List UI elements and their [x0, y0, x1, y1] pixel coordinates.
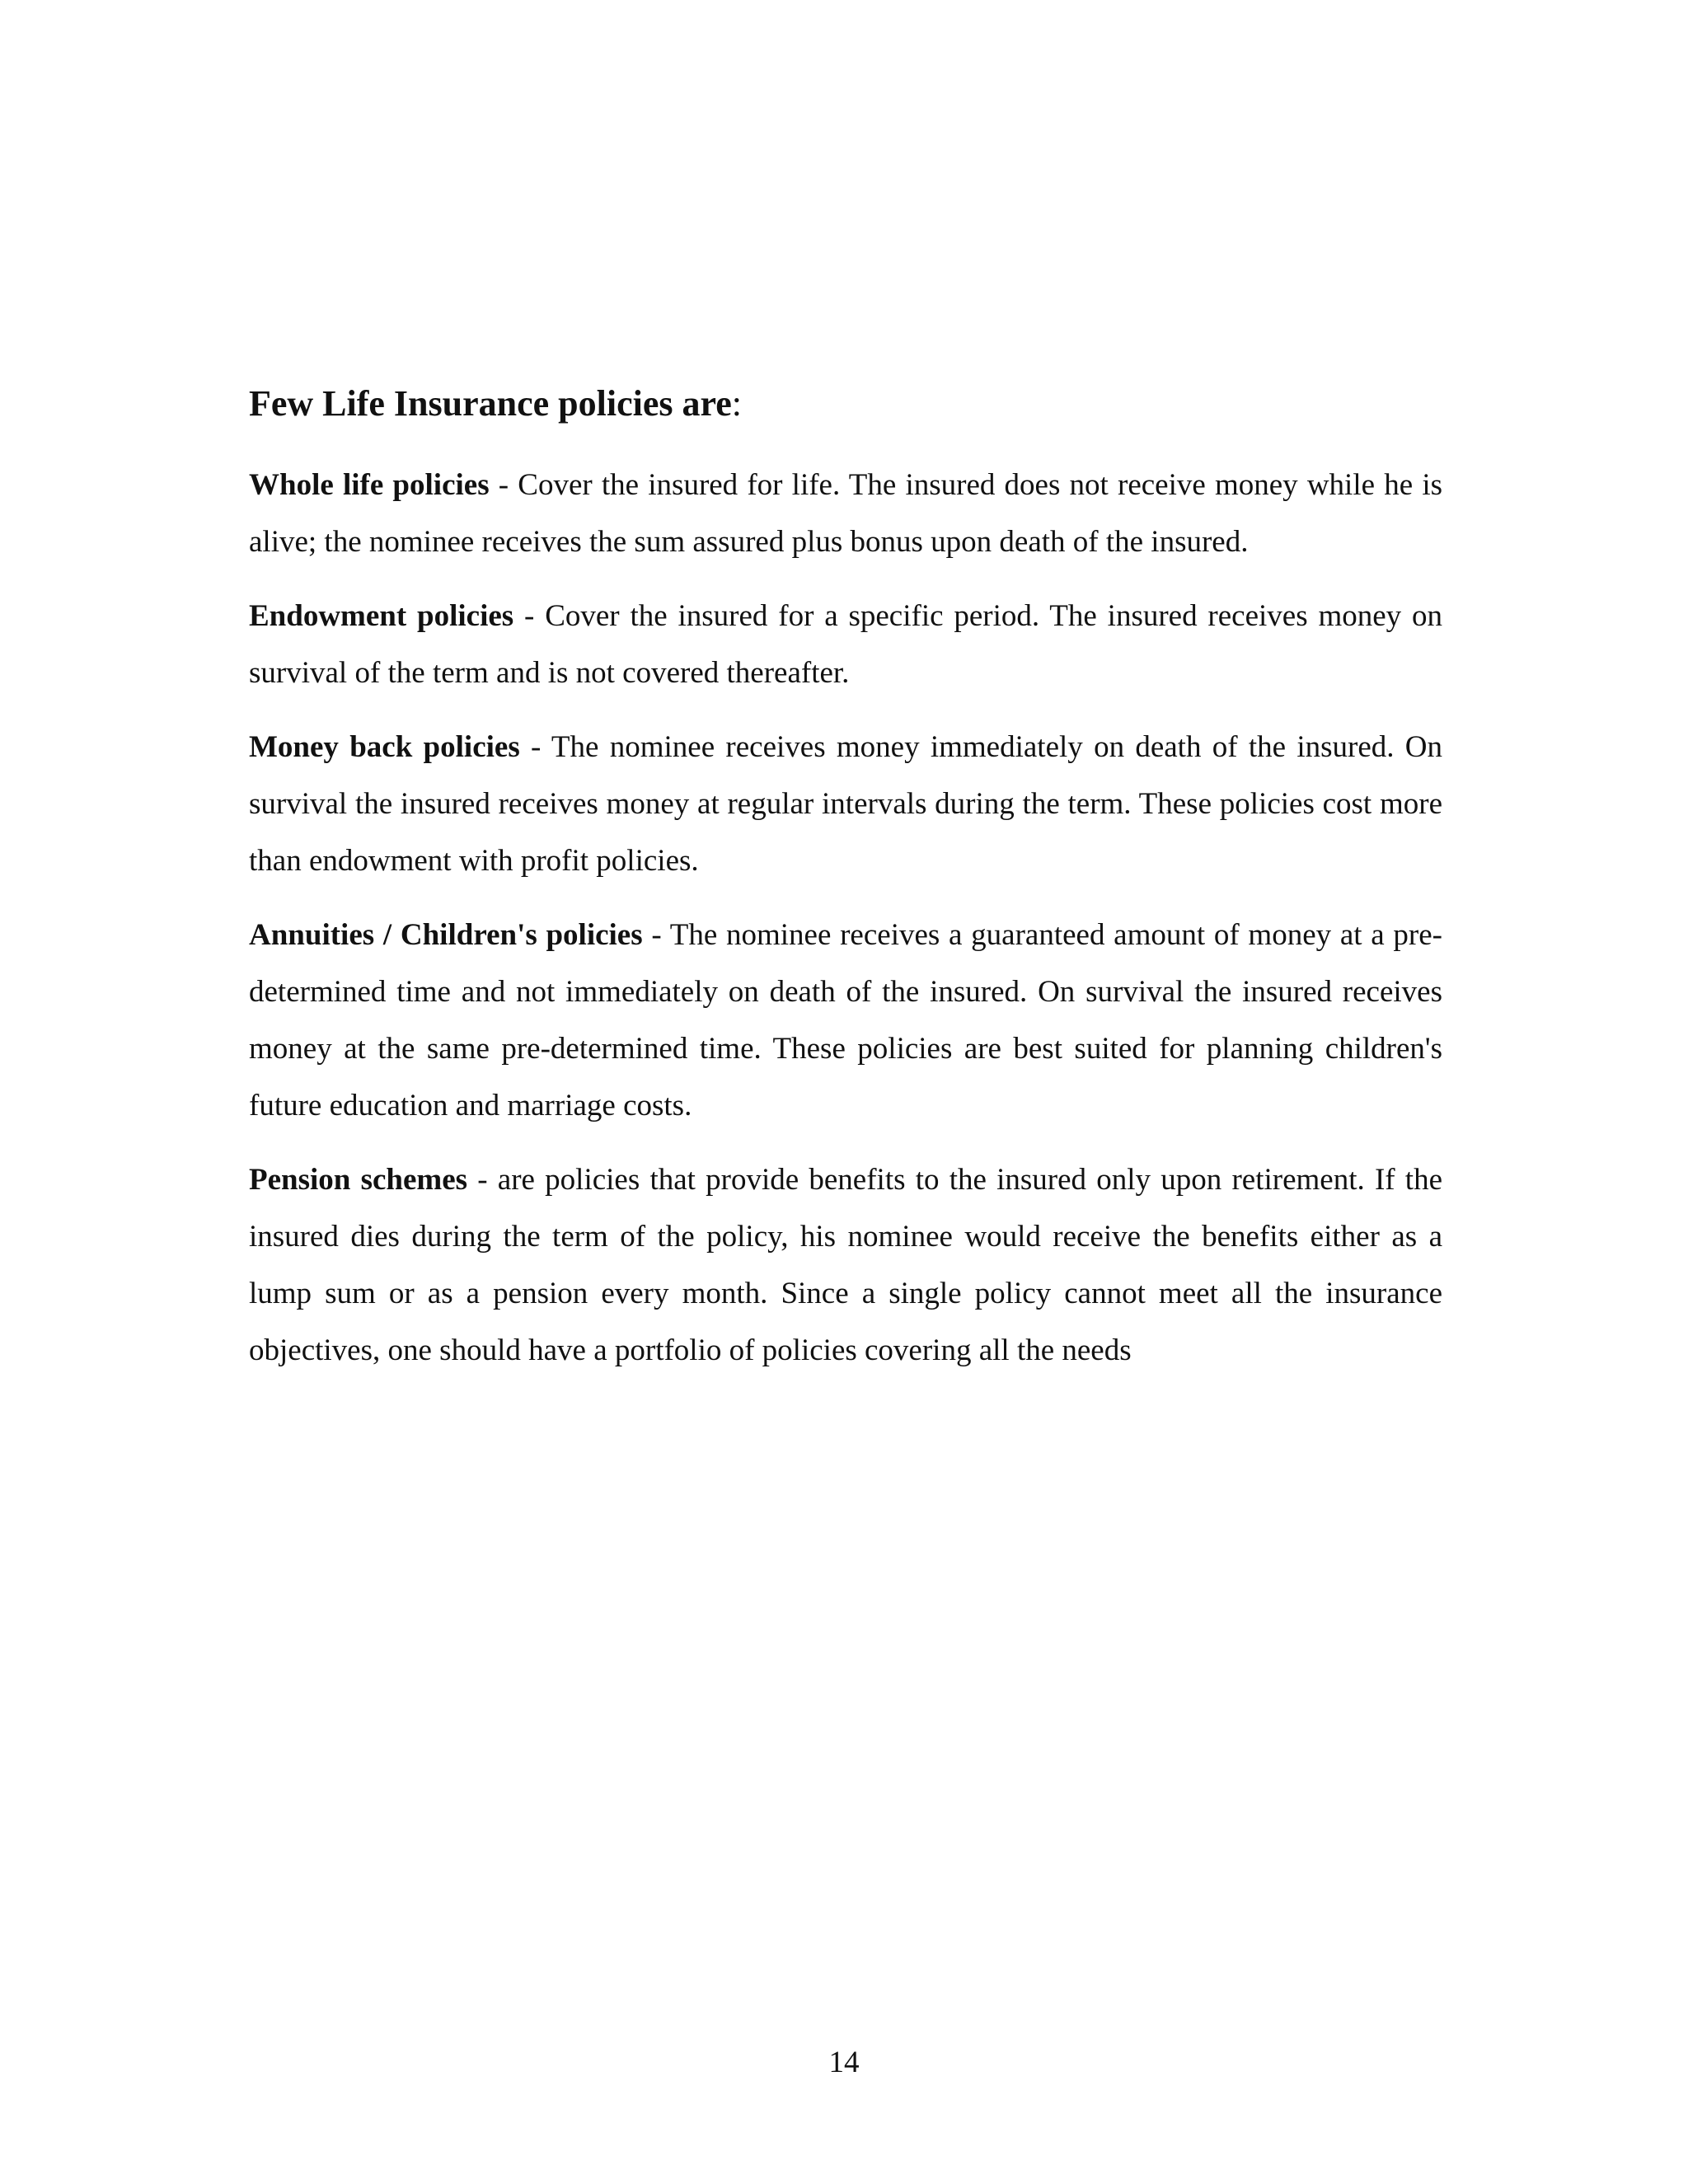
page-number: 14 [828, 2046, 860, 2079]
policy-description-money-back: - The nominee receives money immediately on death of the insured. On survival the insured receives money at regular intervals during the term. These policies cost more than endowment with profit policies. [249, 730, 1442, 878]
policy-annuities-children [249, 907, 1442, 1134]
policy-term-pension-schemes: Pension schemes [249, 1163, 468, 1197]
policy-endowment [249, 588, 1442, 701]
section-heading [249, 379, 1442, 429]
policy-term-annuities-children: Annuities / Children's policies [249, 918, 643, 952]
policy-term-endowment: Endowment policies [249, 599, 514, 633]
section-heading-colon: : [731, 383, 743, 424]
policy-pension-schemes [249, 1151, 1442, 1379]
policy-description-endowment: - Cover the insured for a specific period. The insured receives money on survival of the term and is not covered thereafter. [249, 599, 1442, 690]
policy-term-whole-life: Whole life policies [249, 468, 490, 502]
policy-description-annuities-children: - The nominee receives a guaranteed amount of money at a pre-determined time and not immediately on death of the insured. On survival the insured receives money at the same pre-determined time. These policies are best suited for planning children's future education and marriage costs. [249, 918, 1442, 1122]
policy-term-money-back: Money back policies [249, 730, 520, 764]
policy-whole-life [249, 457, 1442, 570]
page-content [249, 379, 1442, 1396]
policy-description-whole-life: - Cover the insured for life. The insured does not receive money while he is alive; the nominee receives the sum assured plus bonus upon death of the insured. [249, 468, 1442, 559]
policy-money-back [249, 719, 1442, 889]
section-heading-text: Few Life Insurance policies are [249, 383, 732, 424]
policy-description-pension-schemes: - are policies that provide benefits to the insured only upon retirement. If the insured dies during the term of the policy, his nominee would receive the benefits either as a lump sum or as a pension every month. Since a single policy cannot meet all the insurance objectives, one should have a portfolio of policies covering all the needs [249, 1163, 1443, 1367]
